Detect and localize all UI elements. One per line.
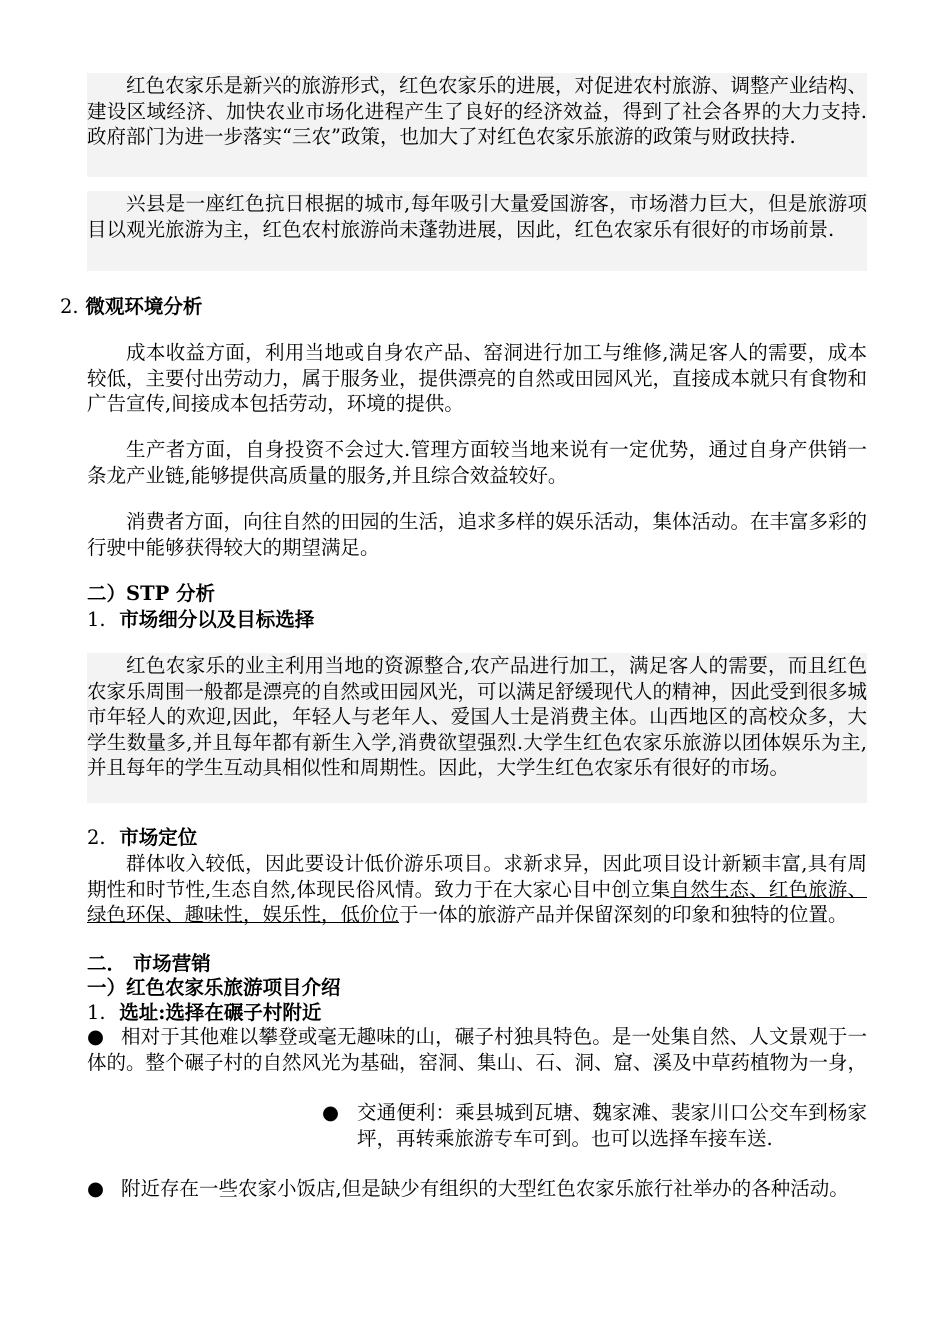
- bullet-icon: ●: [87, 1177, 105, 1200]
- paragraph-text: 兴县是一座红色抗日根据的城市,每年吸引大量爱国游客，市场潜力巨大，但是旅游项目以观光旅游为主，红色农村旅游尚未蓬勃进展，因此，红色农家乐有很好的市场前景.: [87, 192, 867, 241]
- heading-market-segmentation: [87, 607, 314, 632]
- bullet-text: 相对于其他难以攀登或毫无趣味的山，碾子村独具特色。是一处集自然、人文景观于一体的。整个碾子村的自然风光为基础，窑洞、集山、石、洞、窟、溪及中草药植物为一身，: [87, 1025, 868, 1074]
- heading-number: 1.: [87, 1001, 106, 1024]
- paragraph-text: 群体收入较低，因此要设计低价游乐项目。求新求异，因此项目设计新颖丰富,具有周期性和时节性,生态自然,体现民俗风情。致力于在大家心目中创立集: [87, 852, 867, 901]
- paragraph-positioning-body: [87, 851, 867, 928]
- paragraph-text: 生产者方面，自身投资不会过大.管理方面较当地来说有一定优势，通过自身产供销一条龙产业链,能够提供高质量的服务,并且综合效益较好。: [87, 438, 867, 487]
- bullet-text: 附近存在一些农家小饭店,但是缺少有组织的大型红色农家乐旅行社举办的各种活动。: [121, 1177, 849, 1200]
- heading-text: 一）红色农家乐旅游项目介绍: [87, 976, 341, 999]
- paragraph-text: 成本收益方面，利用当地或自身农产品、窑洞进行加工与维修,满足客人的需要，成本较低，主要付出劳动力，属于服务业，提供漂亮的自然或田园风光，直接成本就只有食物和广告宣传,间接成本包括劳动，环境的提供。: [87, 341, 868, 415]
- paragraph-cost-benefit: [87, 340, 867, 417]
- paragraph-consumer: [87, 509, 867, 560]
- paragraph-red-agritourism-intro: [87, 73, 867, 177]
- heading-text: 二）STP 分析: [87, 582, 216, 605]
- heading-site-selection: [87, 1000, 321, 1025]
- heading-micro-environment: [60, 294, 202, 319]
- heading-stp-analysis: [87, 581, 215, 606]
- heading-marketing: [87, 951, 211, 976]
- heading-text: 选址:选择在碾子村附近: [119, 1001, 322, 1024]
- heading-number: 2.: [87, 826, 106, 849]
- bullet-item-scenery: [87, 1024, 867, 1075]
- heading-number: 2.: [60, 295, 79, 318]
- bullet-icon: ●: [87, 1025, 105, 1048]
- paragraph-text: 消费者方面，向往自然的田园的生活，追求多样的娱乐活动，集体活动。在丰富多彩的行驶中能够获得较大的期望满足。: [87, 510, 868, 559]
- heading-number: 1.: [87, 608, 106, 631]
- paragraph-text: 红色农家乐的业主利用当地的资源整合,农产品进行加工，满足客人的需要，而且红色农家乐周围一般都是漂亮的自然或田园风光，可以满足舒缓现代人的精神，因此受到很多城市年轻人的欢迎,因此，年轻人与老年人、爱国人士是消费主体。山西地区的高校众多，大学生数量多,并且每年都有新生入学,消费欲望强烈.大学生红色农家乐旅游以团体娱乐为主,并且每年的学生互动具相似性和周期性。因此，大学生红色农家乐有很好的市场。: [87, 654, 868, 779]
- bullet-icon: ●: [322, 1101, 340, 1124]
- paragraph-xing-county-market: [87, 191, 867, 271]
- paragraph-text: 于一体的旅游产品并保留深刻的印象和独特的位置。: [399, 903, 848, 926]
- bullet-text: 交通便利：乘县城到瓦塘、魏家滩、裴家川口公交车到杨家坪，再转乘旅游专车可到。也可以选择车接车送.: [357, 1101, 867, 1150]
- paragraph-text: 红色农家乐是新兴的旅游形式，红色农家乐的进展，对促进农村旅游、调整产业结构、建设区域经济、加快农业市场化进程产生了良好的经济效益，得到了社会各界的大力支持.政府部门为进一步落实“三农”政策，也加大了对红色农家乐旅游的政策与财政扶持.: [87, 74, 868, 148]
- heading-text: 市场细分以及目标选择: [119, 608, 315, 631]
- paragraph-segmentation-body: [87, 653, 867, 803]
- heading-text: 二． 市场营销: [87, 952, 211, 975]
- bullet-item-restaurants: [87, 1176, 867, 1202]
- heading-text: 市场定位: [119, 826, 198, 849]
- bullet-item-transport: [322, 1100, 867, 1151]
- heading-text: 微观环境分析: [85, 295, 203, 318]
- heading-project-intro: [87, 975, 341, 1000]
- underlined-keywords: 自然生态、红色旅游、绿色环保、趣味性，娱乐性，低价位: [87, 877, 867, 926]
- paragraph-producer: [87, 437, 867, 488]
- heading-market-positioning: [87, 825, 197, 850]
